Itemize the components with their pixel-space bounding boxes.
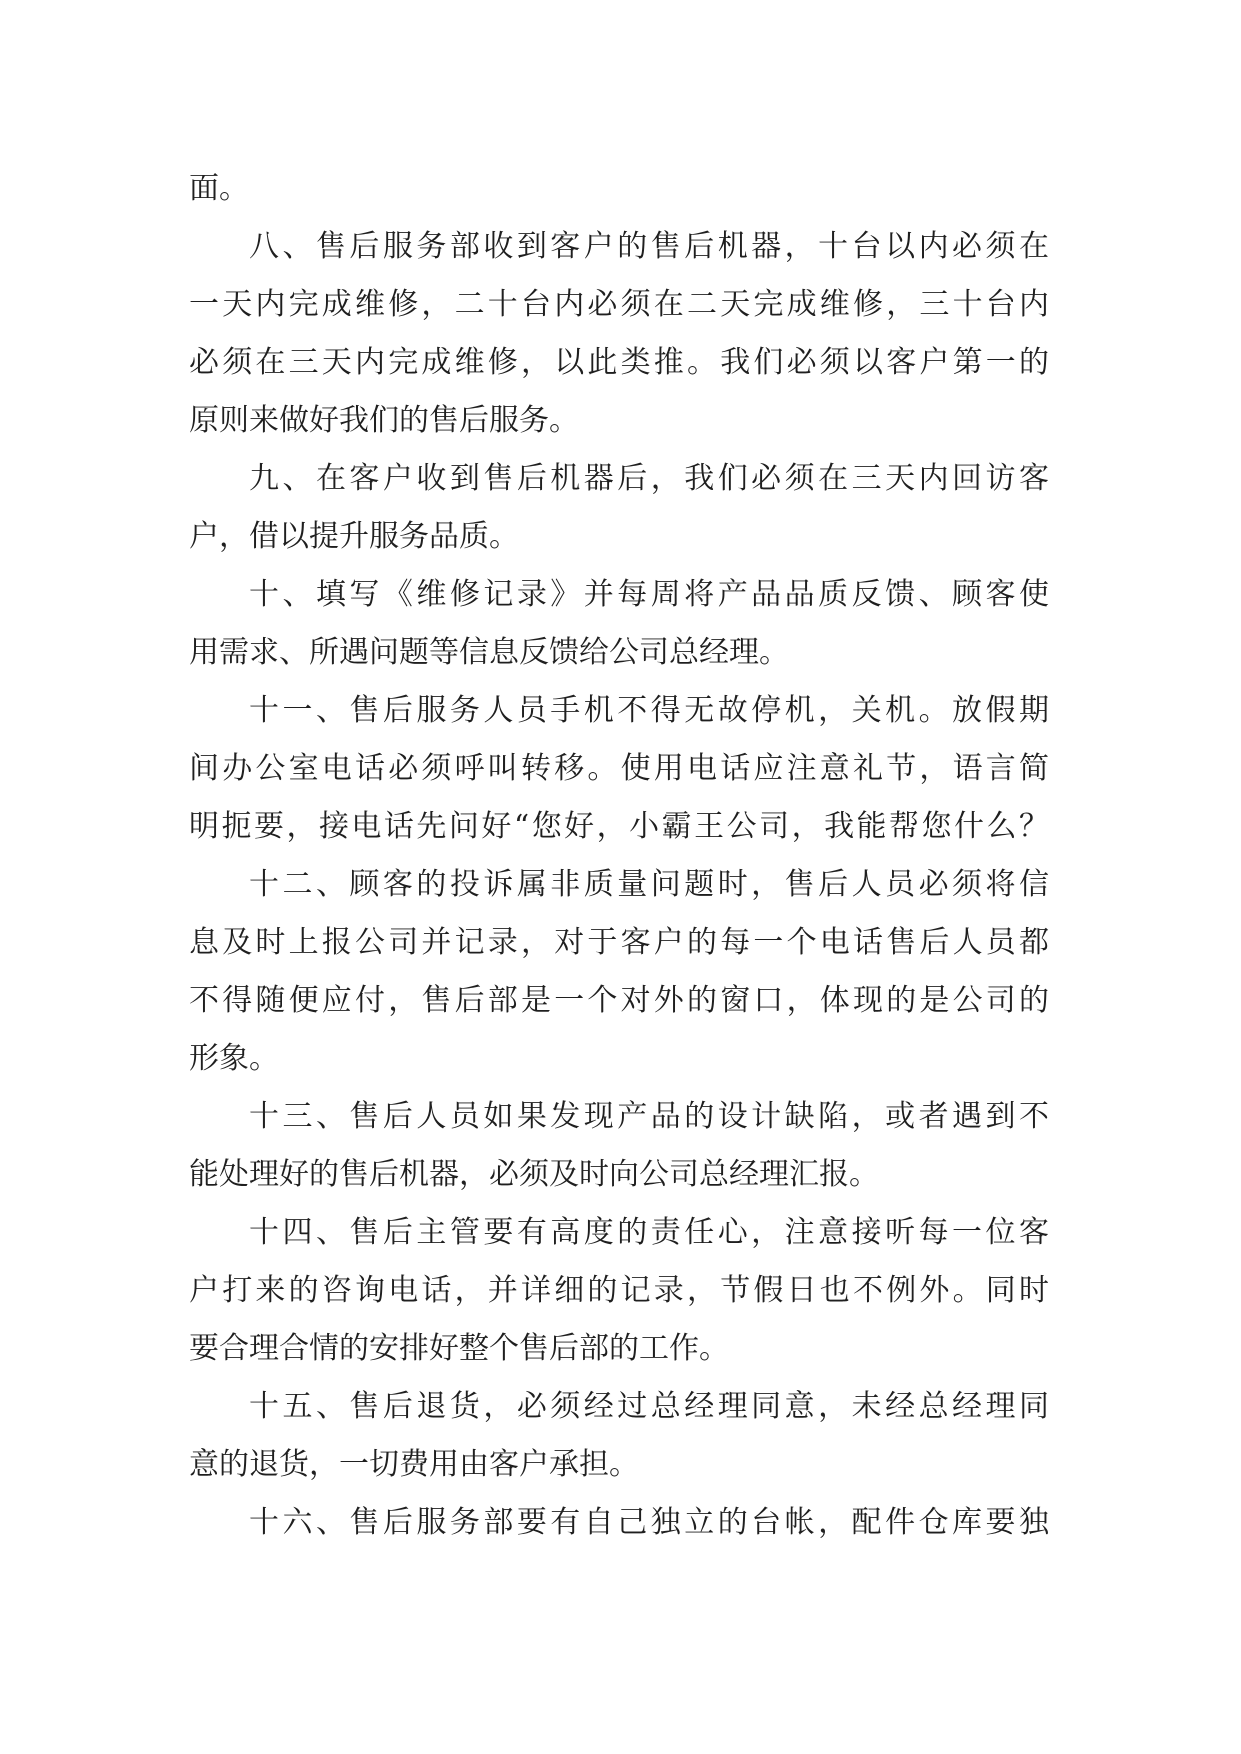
text-line: 户，借以提升服务品质。 <box>189 519 519 554</box>
text-line: 能处理好的售后机器，必须及时向公司总经理汇报。 <box>189 1157 879 1192</box>
text-line: 要合理合情的安排好整个售后部的工作。 <box>189 1331 729 1366</box>
document-body <box>189 160 1049 1552</box>
text-line: 原则来做好我们的售后服务。 <box>189 403 579 438</box>
text-line: 必须在三天内完成维修，以此类推。我们必须以客户第一的 <box>189 345 1049 380</box>
text-line: 一天内完成维修，二十台内必须在二天完成维修，三十台内 <box>189 287 1049 322</box>
paragraph-first-line: 十一、售后服务人员手机不得无故停机，关机。放假期 <box>249 693 1049 728</box>
paragraph-first-line: 十、填写《维修记录》并每周将产品品质反馈、顾客使 <box>249 577 1049 612</box>
paragraph-first-line: 十二、顾客的投诉属非质量问题时，售后人员必须将信 <box>249 867 1049 902</box>
paragraph-first-line: 十四、售后主管要有高度的责任心，注意接听每一位客 <box>249 1215 1049 1250</box>
text-line: 明扼要，接电话先问好“您好，小霸王公司，我能帮您什么？ <box>189 809 1049 844</box>
text-line: 息及时上报公司并记录，对于客户的每一个电话售后人员都 <box>189 925 1049 960</box>
paragraph-first-line: 九、在客户收到售后机器后，我们必须在三天内回访客 <box>249 461 1049 496</box>
paragraph-first-line: 十六、售后服务部要有自己独立的台帐，配件仓库要独 <box>249 1505 1049 1540</box>
text-line: 不得随便应付，售后部是一个对外的窗口，体现的是公司的 <box>189 983 1049 1018</box>
paragraph-first-line: 八、售后服务部收到客户的售后机器，十台以内必须在 <box>249 229 1049 264</box>
paragraph-first-line: 十五、售后退货，必须经过总经理同意，未经总经理同 <box>249 1389 1049 1424</box>
text-line: 形象。 <box>189 1041 279 1076</box>
text-line: 间办公室电话必须呼叫转移。使用电话应注意礼节，语言简 <box>189 751 1049 786</box>
paragraph-first-line: 十三、售后人员如果发现产品的设计缺陷，或者遇到不 <box>249 1099 1049 1134</box>
text-line: 面。 <box>189 171 249 206</box>
text-line: 意的退货，一切费用由客户承担。 <box>189 1447 639 1482</box>
text-line: 户打来的咨询电话，并详细的记录，节假日也不例外。同时 <box>189 1273 1049 1308</box>
text-line: 用需求、所遇问题等信息反馈给公司总经理。 <box>189 635 789 670</box>
